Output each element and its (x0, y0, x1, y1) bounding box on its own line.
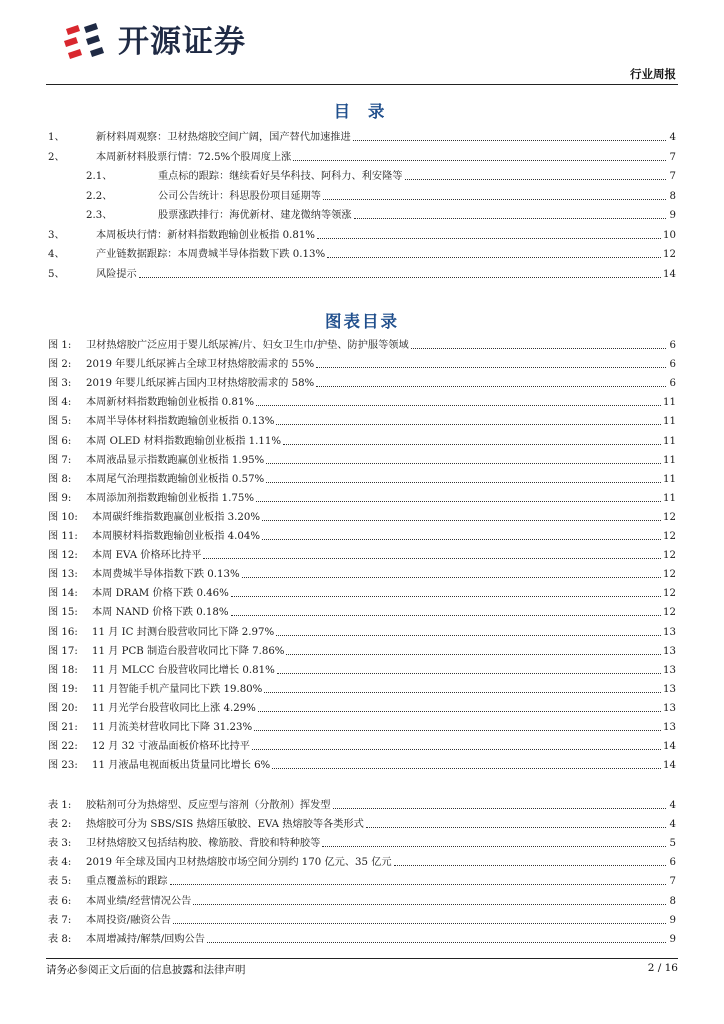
toc-entry-number: 2、 (48, 151, 65, 163)
table-entry[interactable] (48, 909, 676, 927)
figure-entry[interactable] (48, 754, 676, 772)
disclaimer: 请务必参阅正文后面的信息披露和法律声明 (46, 964, 246, 976)
table-entry-page: 8 (669, 895, 676, 907)
figure-entry-page: 11 (663, 397, 676, 409)
figure-entry-page: 11 (663, 454, 676, 466)
toc-entry-number: 3、 (48, 229, 65, 241)
toc-entry-title: 风险提示 (96, 268, 137, 280)
figure-entry[interactable] (48, 601, 676, 619)
figure-entry-page: 6 (669, 340, 676, 351)
dot-leader (173, 923, 666, 924)
dot-leader (333, 808, 667, 809)
brand-logo (62, 20, 246, 64)
figure-entry-page: 12 (663, 588, 676, 600)
toc-entry-title: 本周板块行情：新材料指数跑输创业板指 0.81% (96, 229, 315, 241)
dot-leader (283, 444, 661, 445)
page-number: 2 / 16 (647, 962, 678, 974)
toc-entry-page: 7 (669, 151, 676, 163)
dot-leader (258, 711, 661, 712)
figure-entry-page: 11 (663, 473, 676, 485)
footer-divider (46, 958, 678, 959)
toc-entry-number: 2.3、 (86, 210, 113, 221)
dot-leader (405, 179, 667, 180)
figure-entry-number: 图 5: (48, 416, 72, 428)
figure-entry-title: 本周费城半导体指数下跌 0.13% (92, 569, 240, 581)
figure-entry-page: 12 (663, 511, 676, 523)
figure-entry[interactable] (48, 659, 676, 677)
figure-entry-page: 11 (663, 492, 676, 504)
figure-entry[interactable] (48, 468, 676, 486)
toc-entry-title: 重点标的跟踪：继续看好昊华科技、阿科力、利安隆等 (158, 171, 403, 182)
figure-entry-page: 12 (663, 531, 676, 542)
table-entry-title: 卫材热熔胶又包括结构胶、橡筋胶、背胶和特种胶等 (86, 838, 321, 850)
dot-leader (252, 749, 661, 750)
figure-entry-page: 12 (663, 569, 676, 581)
toc-entry[interactable] (48, 224, 676, 242)
dot-leader (276, 424, 661, 425)
toc-entry[interactable] (48, 263, 676, 281)
figure-entry-page: 6 (669, 359, 676, 371)
dot-leader (353, 140, 666, 141)
dot-leader (272, 768, 661, 769)
figure-entry-page: 12 (663, 550, 676, 562)
dot-leader (203, 558, 661, 559)
table-entry-page: 4 (669, 819, 676, 831)
table-entry-title: 重点覆盖标的跟踪 (86, 876, 168, 888)
table-entry-number: 表 2: (48, 819, 72, 831)
figure-entry[interactable] (48, 716, 676, 734)
figure-entry-title: 11 月 MLCC 台股营收同比增长 0.81% (92, 664, 275, 676)
toc-entry-page: 10 (663, 229, 676, 241)
table-entry-page: 9 (669, 914, 676, 926)
figure-entry[interactable] (48, 582, 676, 600)
dot-leader (327, 257, 661, 258)
figure-entry-title: 11 月流美材营收同比下降 31.23% (92, 722, 253, 733)
figure-entry[interactable] (48, 525, 676, 543)
figure-entry-number: 图 12: (48, 550, 78, 562)
toc-entry-page: 7 (669, 171, 676, 182)
table-entry[interactable] (48, 813, 676, 831)
figure-entry-number: 图 8: (48, 473, 72, 485)
table-entry-number: 表 8: (48, 933, 72, 945)
dot-leader (242, 577, 661, 578)
figure-entry[interactable] (48, 697, 676, 715)
table-entry-number: 表 5: (48, 876, 72, 888)
figure-entry-number: 图 13: (48, 569, 78, 581)
figure-entry[interactable] (48, 621, 676, 639)
table-entry-title: 本周增减持/解禁/回购公告 (86, 933, 205, 945)
figure-entry-page: 6 (669, 378, 676, 390)
figure-entry-number: 图 4: (48, 397, 72, 409)
toc-entry-number: 2.2、 (86, 190, 113, 202)
dot-leader (139, 277, 661, 278)
table-entry-page: 9 (669, 933, 676, 945)
toc-entry-title: 股票涨跌排行：海优新材、建龙微纳等领涨 (158, 210, 352, 221)
figure-entry-number: 图 17: (48, 645, 78, 657)
table-entry[interactable] (48, 794, 676, 812)
figure-entry-number: 图 20: (48, 702, 78, 714)
figure-entry-title: 2019 年婴儿纸尿裤占全球卫材热熔胶需求的 55% (86, 359, 315, 371)
figure-entry-page: 11 (663, 435, 676, 447)
dot-leader (316, 386, 666, 387)
figure-entry-page: 13 (663, 645, 676, 657)
dot-leader (254, 730, 661, 731)
figure-entry[interactable] (48, 678, 676, 696)
table-entry-number: 表 4: (48, 857, 72, 869)
figure-entry-number: 图 15: (48, 607, 78, 619)
dot-leader (262, 539, 661, 540)
figure-entry-page: 13 (663, 626, 676, 638)
dot-leader (231, 615, 661, 616)
figure-entry[interactable] (48, 410, 676, 428)
figure-entry-title: 本周膜材料指数跑输创业板指 4.04% (92, 531, 261, 542)
toc-entry[interactable] (48, 243, 676, 261)
figure-entry-title: 卫材热熔胶广泛应用于婴儿纸尿裤/片、妇女卫生巾/护垫、防护服等领域 (86, 340, 409, 351)
figure-entry-number: 图 16: (48, 626, 78, 638)
dot-leader (366, 827, 666, 828)
figure-entry[interactable] (48, 640, 676, 658)
toc-entry-title: 公司公告统计：科思股份项目延期等 (158, 190, 321, 202)
figure-entry-title: 2019 年婴儿纸尿裤占国内卫材热熔胶需求的 58% (86, 378, 315, 390)
dot-leader (411, 348, 666, 349)
dot-leader (354, 218, 666, 219)
toc-entry-page: 9 (669, 210, 676, 221)
dot-leader (277, 673, 661, 674)
figure-entry-title: 本周 NAND 价格下跌 0.18% (92, 607, 229, 619)
figure-entry[interactable] (48, 334, 676, 352)
table-entry[interactable] (48, 851, 676, 869)
figure-entry[interactable] (48, 372, 676, 390)
figure-entry-number: 图 14: (48, 588, 78, 600)
figure-entry-page: 13 (663, 683, 676, 695)
open-source-securities-logo-icon (62, 21, 110, 63)
table-entry[interactable] (48, 832, 676, 850)
dot-leader (316, 367, 666, 368)
figure-entry-title: 11 月液晶电视面板出货量同比增长 6% (92, 760, 271, 772)
figure-entry-page: 13 (663, 722, 676, 733)
dot-leader (266, 482, 661, 483)
figure-entry-page: 14 (663, 741, 676, 753)
table-entry[interactable] (48, 890, 676, 908)
dot-leader (266, 463, 661, 464)
figure-entry[interactable] (48, 563, 676, 581)
figure-entry[interactable] (48, 735, 676, 753)
figure-entry-page: 11 (663, 416, 676, 428)
toc-entry-title: 本周新材料股票行情：72.5%个股周度上涨 (96, 151, 292, 163)
dot-leader (394, 865, 666, 866)
figure-entry-number: 图 3: (48, 378, 72, 390)
figure-entry-page: 14 (663, 760, 676, 772)
figure-entry[interactable] (48, 391, 676, 409)
toc-entry[interactable] (48, 126, 676, 144)
figure-entry-number: 图 7: (48, 454, 72, 466)
figure-entry[interactable] (48, 506, 676, 524)
dot-leader (286, 654, 661, 655)
figure-entry-number: 图 21: (48, 722, 78, 733)
figure-entry-title: 11 月光学台股营收同比上涨 4.29% (92, 702, 256, 714)
table-entry-page: 6 (669, 857, 676, 869)
figure-entry-number: 图 1: (48, 340, 72, 351)
toc-entry-number: 2.1、 (86, 171, 113, 182)
header-divider (46, 84, 678, 85)
table-entry-title: 本周投资/融资公告 (86, 914, 171, 926)
table-entry-page: 7 (669, 876, 676, 888)
figure-entry-number: 图 2: (48, 359, 72, 371)
figure-entry-title: 11 月智能手机产量同比下跌 19.80% (92, 683, 263, 695)
dot-leader (293, 160, 666, 161)
dot-leader (276, 635, 661, 636)
figure-entry-number: 图 18: (48, 664, 78, 676)
table-entry-number: 表 1: (48, 800, 72, 811)
table-entry-page: 5 (669, 838, 676, 850)
figure-entry-title: 本周液晶显示指数跑赢创业板指 1.95% (86, 454, 265, 466)
figure-entry[interactable] (48, 449, 676, 467)
dot-leader (207, 942, 666, 943)
dot-leader (193, 904, 666, 905)
toc-entry[interactable] (48, 185, 676, 203)
toc-entry-page: 14 (663, 268, 676, 280)
dot-leader (170, 884, 667, 885)
figure-entry-page: 13 (663, 664, 676, 676)
figure-entry-page: 13 (663, 702, 676, 714)
table-entry[interactable] (48, 870, 676, 888)
table-entry-page: 4 (669, 800, 676, 811)
toc-entry-page: 8 (669, 190, 676, 202)
toc-title: 目 录 (333, 102, 391, 121)
figure-entry[interactable] (48, 430, 676, 448)
dot-leader (264, 692, 661, 693)
figure-entry-title: 12 月 32 寸液晶面板价格环比持平 (92, 741, 250, 753)
toc-entry[interactable] (48, 204, 676, 222)
figure-entry-title: 本周 DRAM 价格下跌 0.46% (92, 588, 229, 600)
figure-entry-number: 图 10: (48, 511, 78, 523)
table-entry-number: 表 6: (48, 895, 72, 907)
report-type-label: 行业周报 (630, 67, 676, 81)
table-entry-number: 表 7: (48, 914, 72, 926)
figure-entry-title: 本周添加剂指数跑输创业板指 1.75% (86, 492, 255, 504)
figure-entry-title: 11 月 IC 封测台股营收同比下降 2.97% (92, 626, 275, 638)
figure-entry[interactable] (48, 544, 676, 562)
dot-leader (262, 520, 661, 521)
figure-entry-title: 本周新材料指数跑输创业板指 0.81% (86, 397, 255, 409)
table-entry-title: 2019 年全球及国内卫材热熔胶市场空间分别约 170 亿元、35 亿元 (86, 857, 392, 869)
table-entry-number: 表 3: (48, 838, 72, 850)
figure-entry-number: 图 11: (48, 531, 78, 542)
figure-entry-number: 图 22: (48, 741, 78, 753)
toc-entry-number: 1、 (48, 132, 65, 143)
figure-entry-number: 图 19: (48, 683, 78, 695)
toc-entry-number: 5、 (48, 268, 65, 280)
figure-entry-title: 本周 EVA 价格环比持平 (92, 550, 202, 562)
dot-leader (231, 596, 661, 597)
figure-entry-title: 11 月 PCB 制造台股营收同比下降 7.86% (92, 645, 285, 657)
table-entry-title: 热熔胶可分为 SBS/SIS 热熔压敏胶、EVA 热熔胶等各类形式 (86, 819, 364, 831)
figure-entry[interactable] (48, 353, 676, 371)
toc-entry[interactable] (48, 146, 676, 164)
figure-entry-title: 本周碳纤维指数跑赢创业板指 3.20% (92, 511, 261, 523)
toc-entry-title: 新材料周观察：卫材热熔胶空间广阔，国产替代加速推进 (96, 132, 351, 143)
dot-leader (323, 199, 666, 200)
figure-entry-number: 图 6: (48, 435, 72, 447)
toc-entry-page: 4 (669, 132, 676, 143)
dot-leader (256, 501, 661, 502)
table-entry-title: 胶粘剂可分为热熔型、反应型与溶剂（分散剂）挥发型 (86, 800, 331, 811)
figure-entry-title: 本周 OLED 材料指数跑输创业板指 1.11% (86, 435, 282, 447)
table-entry-title: 本周业绩/经营情况公告 (86, 895, 192, 907)
figure-entry-page: 12 (663, 607, 676, 619)
figure-entry-title: 本周尾气治理指数跑输创业板指 0.57% (86, 473, 265, 485)
dot-leader (322, 846, 666, 847)
figure-entry-number: 图 9: (48, 492, 72, 504)
figure-entry-number: 图 23: (48, 760, 78, 772)
figure-entry[interactable] (48, 487, 676, 505)
logo-text: 开源证券 (118, 24, 246, 60)
dot-leader (256, 405, 661, 406)
dot-leader (317, 238, 661, 239)
toc-entry-number: 4、 (48, 249, 65, 260)
figure-list-title: 图表目录 (325, 312, 399, 331)
toc-entry[interactable] (48, 165, 676, 183)
toc-entry-page: 12 (663, 249, 676, 260)
toc-entry-title: 产业链数据跟踪：本周费城半导体指数下跌 0.13% (96, 249, 326, 260)
figure-entry-title: 本周半导体材料指数跑输创业板指 0.13% (86, 416, 275, 428)
table-entry[interactable] (48, 928, 676, 946)
